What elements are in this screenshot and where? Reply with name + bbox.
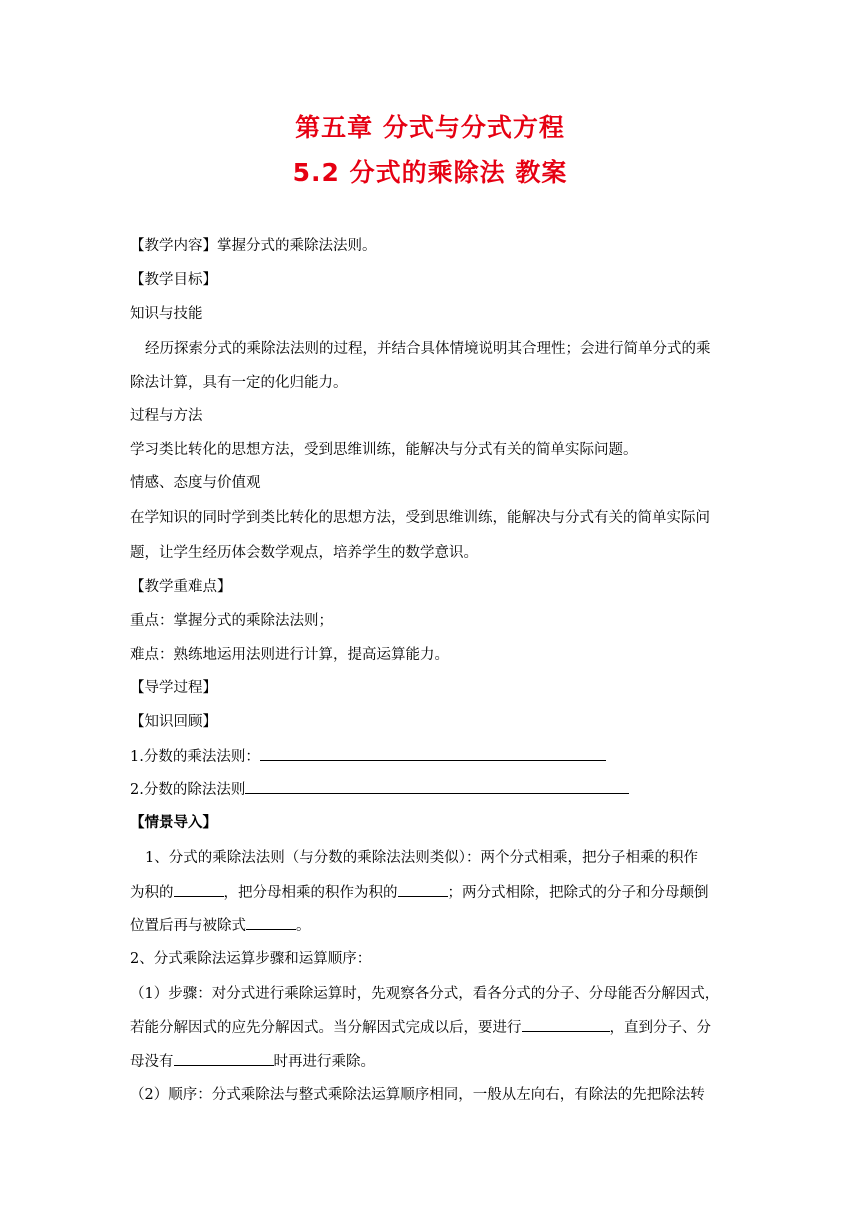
order-text-1: （2）顺序：分式乘除法与整式乘除法运算顺序相同，一般从左向右，有除法的先把除法转 (130, 1087, 705, 1103)
attitude-values-text-1: 在学知识的同时学到类比转化的思想方法，受到思维训练，能解决与分式有关的简单实际问 (130, 510, 710, 526)
knowledge-skills-heading: 知识与技能 (130, 306, 203, 322)
review-item-1 (130, 746, 742, 767)
blank-common-factor (174, 1051, 274, 1066)
review-item-2-label: 2.分数的除法法则 (130, 782, 246, 798)
key-difficult-points-heading: 【教学重难点】 (130, 579, 232, 595)
process-methods-heading: 过程与方法 (130, 408, 203, 424)
steps-text-3-part-2: 时再进行乘除。 (273, 1054, 375, 1070)
key-point-text: 重点：掌握分式的乘除法法则； (130, 613, 333, 629)
rule-text-2 (130, 882, 742, 903)
blank-denominator (398, 882, 448, 897)
review-item-2-blank (245, 779, 629, 794)
rule-text-2-part-1: 为积的 (130, 885, 174, 901)
blank-reduce (522, 1017, 610, 1032)
rule-text-1: 1、分式的乘除法法则（与分数的乘除法法则类似）：两个分式相乘，把分子相乘的积作 (145, 850, 698, 866)
teaching-goals-heading: 【教学目标】 (130, 272, 217, 288)
rule-text-2-part-2: ，把分母相乘的积作为积的 (223, 885, 398, 901)
rule-text-3-part-1: 位置后再与被除式 (130, 918, 246, 934)
review-heading: 【知识回顾】 (130, 714, 217, 730)
blank-multiply (246, 915, 296, 930)
steps-text-3-part-1: 母没有 (130, 1054, 174, 1070)
rule-text-3-part-2: 。 (296, 918, 311, 934)
difficult-point-text: 难点：熟练地运用法则进行计算，提高运算能力。 (130, 647, 449, 663)
blank-numerator (174, 882, 224, 897)
attitude-values-text-2: 题，让学生经历体会数学观点，培养学生的数学意识。 (130, 545, 478, 561)
teaching-content: 【教学内容】掌握分式的乘除法法则。 (130, 238, 377, 254)
chapter-title: 第五章 分式与分式方程 (295, 113, 565, 142)
rule-text-3 (130, 915, 742, 936)
steps-text-2-part-2: ，直到分子、分 (609, 1020, 711, 1036)
review-item-1-blank (260, 746, 606, 761)
steps-text-2 (130, 1017, 742, 1038)
process-methods-text: 学习类比转化的思想方法，受到思维训练，能解决与分式有关的简单实际问题。 (130, 442, 638, 458)
knowledge-skills-text-1: 经历探索分式的乘除法法则的过程，并结合具体情境说明其合理性；会进行简单分式的乘 (145, 341, 711, 357)
attitude-values-heading: 情感、态度与价值观 (130, 475, 261, 491)
steps-text-1: （1）步骤：对分式进行乘除运算时，先观察各分式，看各分式的分子、分母能否分解因式， (130, 986, 720, 1002)
review-item-1-label: 1.分数的乘法法则： (130, 749, 260, 765)
rule-text-2-part-3: ；两分式相除，把除式的分子和分母颠倒 (447, 885, 709, 901)
steps-heading: 2、分式乘除法运算步骤和运算顺序： (130, 951, 372, 967)
steps-text-2-part-1: 若能分解因式的应先分解因式。当分解因式完成以后，要进行 (130, 1020, 522, 1036)
steps-text-3 (130, 1051, 742, 1072)
knowledge-skills-text-2: 除法计算，具有一定的化归能力。 (130, 375, 348, 391)
review-item-2 (130, 779, 742, 800)
scenario-heading: 【情景导入】 (130, 814, 217, 831)
guided-process-heading: 【导学过程】 (130, 680, 217, 696)
lesson-title: 5.2 分式的乘除法 教案 (292, 158, 568, 187)
